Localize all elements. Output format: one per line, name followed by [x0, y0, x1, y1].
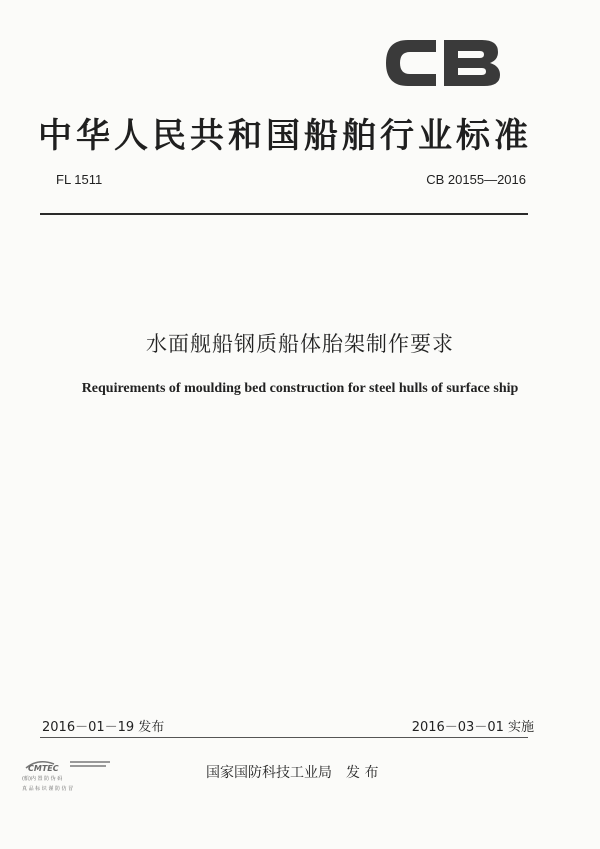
standard-category-title: 中华人民共和国船舶行业标准 [38, 116, 532, 156]
anti-counterfeit-stamp [22, 746, 118, 810]
code-row [56, 172, 526, 190]
stamp-line-1: (船)内 置 防 伪 码 [22, 776, 63, 782]
issuer-name: 国家国防科技工业局 [206, 765, 332, 781]
classification-code: FL 1511 [56, 172, 103, 187]
footer-divider [40, 737, 528, 738]
cb-logo-graphic [378, 30, 506, 96]
issuer-action: 发 布 [346, 765, 379, 781]
standard-number: CB 20155—2016 [426, 172, 526, 187]
stamp-line-2: 真 品 标 识 谨 防 仿 冒 [22, 786, 74, 792]
date-row [42, 716, 534, 734]
issuer [206, 762, 378, 782]
cb-logo [378, 30, 506, 96]
cmtec-logo [24, 756, 114, 774]
cmtec-logo-text: CMTEC [28, 764, 59, 773]
implementation-date: 2016－03－01 实施 [411, 720, 534, 735]
issue-date: 2016－01－19 发布 [42, 720, 165, 735]
document-title-cn: 水面舰船钢质船体胎架制作要求 [146, 332, 454, 356]
document-title-en: Requirements of moulding bed construction for steel hulls of surface ship [81, 381, 519, 396]
header-divider [40, 213, 528, 215]
